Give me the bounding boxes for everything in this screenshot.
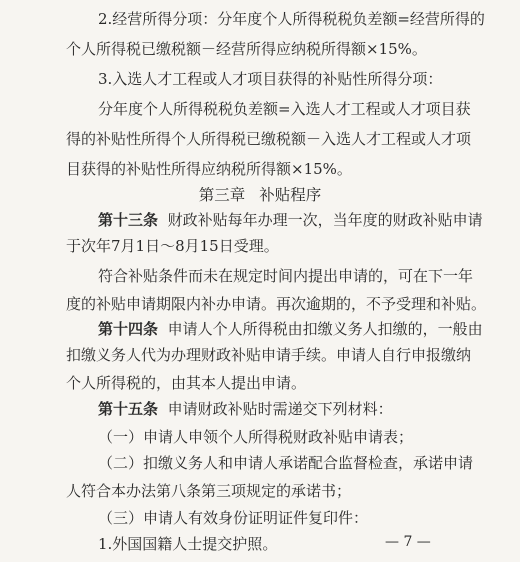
chapter-number: 第三章 [198,186,246,204]
list-item: （三）申请人有效身份证明证件复印件： [98,509,369,527]
article-13-line [98,209,483,231]
chapter-title: 补贴程序 [259,186,322,204]
paragraph-line: 3.入选人才工程或人才项目获得的补贴性所得分项： [98,70,443,88]
sub-list-item: 1.外国国籍人士提交护照。 [98,535,278,553]
article-text: 财政补贴每年办理一次，当年度的财政补贴申请 [167,211,483,229]
paragraph-line: 个人所得税的，由其本人提出申请。 [66,374,307,392]
article-label: 第十四条 [98,320,159,338]
article-14-line [98,318,483,340]
article-label: 第十五条 [98,400,159,418]
article-text: 申请财政补贴时需递交下列材料： [167,400,393,418]
list-item: （二）扣缴义务人和申请人承诺配合监督检查，承诺申请 [98,454,474,472]
page-number: — 7 — [385,534,431,550]
paragraph-line: 于次年7月1日～8月15日受理。 [66,237,279,255]
paragraph-line: 符合补贴条件而未在规定时间内提出申请的，可在下一年 [98,267,474,285]
paragraph-line: 分年度个人所得税税负差额=入选人才工程或人才项目获 [98,100,471,118]
article-15-line [98,398,393,420]
paragraph-line: 得的补贴性所得个人所得税已缴税额－入选人才工程或人才项 [66,130,472,148]
chapter-heading [0,184,520,206]
paragraph-line: 人符合本办法第八条第三项规定的承诺书； [66,482,352,500]
list-item: （一）申请人申领个人所得税财政补贴申请表； [98,428,414,446]
paragraph-line: 度的补贴申请期限内补办申请。再次逾期的，不予受理和补贴。 [66,295,487,313]
paragraph-line: 扣缴义务人代为办理财政补贴申请手续。申请人自行申报缴纳 [66,346,472,364]
paragraph-line: 2.经营所得分项：分年度个人所得税税负差额=经营所得的 [98,10,485,28]
article-label: 第十三条 [98,211,159,229]
paragraph-line: 个人所得税已缴税额－经营所得应纳税所得额×15%。 [66,40,427,58]
paragraph-line: 目获得的补贴性所得应纳税所得额×15%。 [66,160,352,178]
article-text: 申请人个人所得税由扣缴义务人扣缴的，一般由 [167,320,483,338]
